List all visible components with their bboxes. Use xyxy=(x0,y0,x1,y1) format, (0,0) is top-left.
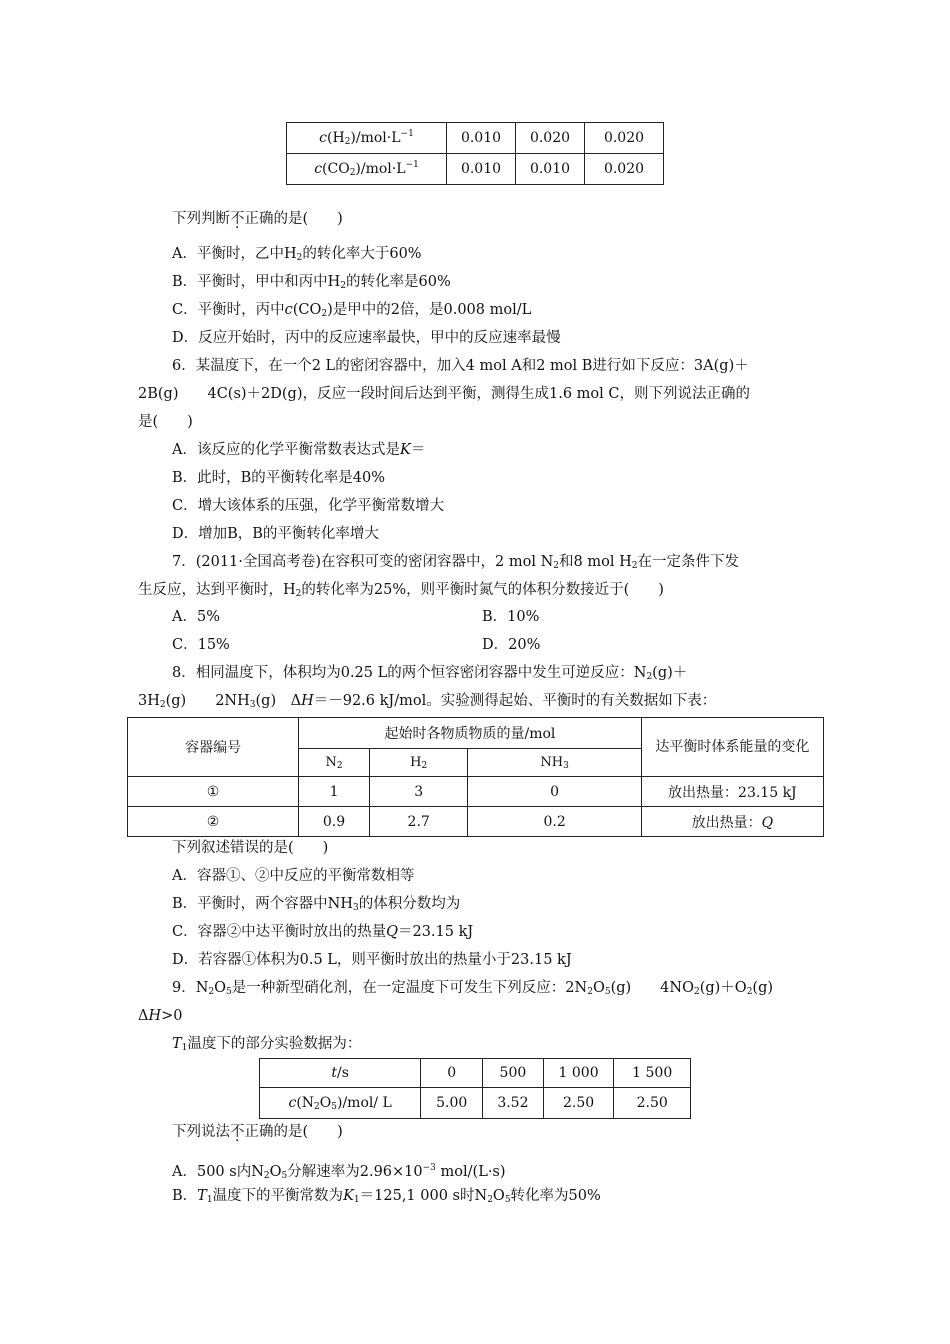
table-row xyxy=(128,777,824,807)
q6-stem-line3: 是( ) xyxy=(138,414,193,430)
table-cell: 0.020 xyxy=(585,123,664,154)
table-cell: 0.010 xyxy=(516,154,585,185)
q9-stem-line2: ΔH>0 xyxy=(138,1008,183,1024)
table-cell: 3 xyxy=(369,777,468,807)
q8-stem-line1: 8．相同温度下，体积均为0.25 L的两个恒容密闭容器中发生可逆反应：$N_2(g)+$ xyxy=(172,665,688,682)
q8-stem-line2: $3H_2(g)$ $2NH_3(g)$ ΔH＝－92.6 kJ/mol。实验测得起始、平衡时的有关数据如下表： xyxy=(138,693,717,710)
table-row xyxy=(260,1059,691,1088)
table-row xyxy=(287,154,664,185)
q5-stem: 下列判断不正确的是( ) xyxy=(172,211,343,227)
table-cell: 0.020 xyxy=(585,154,664,185)
table-cell: 0.010 xyxy=(447,123,516,154)
table-cell: 3.52 xyxy=(483,1088,544,1119)
table-cell: 0 xyxy=(421,1059,483,1088)
q5-option-c: C．平衡时，丙中$c(CO_2)$是甲中的2倍，是0.008 mol/L xyxy=(172,302,532,319)
container-id: ① xyxy=(128,777,299,807)
q6-option-c: C．增大该体系的压强，化学平衡常数增大 xyxy=(172,498,445,514)
table-cell: 2.50 xyxy=(614,1088,691,1119)
table-cell: 1 000 xyxy=(543,1059,614,1088)
table-cell: 0.010 xyxy=(447,154,516,185)
q8-data-table xyxy=(127,717,824,837)
table-cell: 2.7 xyxy=(369,807,468,837)
container-id: ② xyxy=(128,807,299,837)
q7-option-c: C．15% xyxy=(172,637,230,653)
q7-option-a: A．5% xyxy=(172,609,220,625)
row-label: $c(H_2)/mol\cdot L^{-1}$ xyxy=(287,123,447,154)
q7-option-d: D．20% xyxy=(482,637,541,653)
q5-option-a: A．平衡时，乙中$H_2$的转化率大于60% xyxy=(172,246,422,263)
energy-header: 达平衡时体系能量的变化 xyxy=(641,718,823,777)
time-header: t/s xyxy=(260,1059,421,1088)
q9-option-a: A．500 s内$N_2O_5$分解速率为$2.96\times 10^{-3}$ mol/(L·s) xyxy=(172,1163,506,1181)
table-row xyxy=(128,807,824,837)
table-cell: 0.020 xyxy=(516,123,585,154)
n2-header: $N_2$ xyxy=(299,749,370,777)
q6-option-a: A．该反应的化学平衡常数表达式是K＝ xyxy=(172,442,426,458)
q9-option-b: B．$T_1$温度下的平衡常数为$K_1=125,1$ 000 s时$N_2O_5$转化率为50% xyxy=(172,1188,601,1205)
q8-option-b: B．平衡时，两个容器中$NH_3$的体积分数均为 xyxy=(172,896,461,913)
q7-stem-line2: 生反应，达到平衡时，$H_2$的转化率为25%，则平衡时氮气的体积分数接近于( ) xyxy=(138,582,664,599)
q8-option-a: A．容器①、②中反应的平衡常数相等 xyxy=(172,868,415,884)
table-row xyxy=(260,1088,691,1119)
table-cell: 1 xyxy=(299,777,370,807)
table-cell: 0.2 xyxy=(468,807,641,837)
h2-header: $H_2$ xyxy=(369,749,468,777)
container-header: 容器编号 xyxy=(128,718,299,777)
table-row xyxy=(287,123,664,154)
energy-cell: 放出热量：23.15 kJ xyxy=(641,777,823,807)
energy-cell: 放出热量：Q xyxy=(641,807,823,837)
q5-option-d: D．反应开始时，丙中的反应速率最快，甲中的反应速率最慢 xyxy=(172,330,561,346)
table-cell: 5.00 xyxy=(421,1088,483,1119)
row-label: $c(CO_2)/mol\cdot L^{-1}$ xyxy=(287,154,447,185)
q5-option-b: B．平衡时，甲中和丙中$H_2$的转化率是60% xyxy=(172,274,451,291)
q8-option-c: C．容器②中达平衡时放出的热量Q＝23.15 kJ xyxy=(172,924,474,940)
start-amount-header: 起始时各物质物质的量/mol xyxy=(299,718,642,749)
table-cell: 2.50 xyxy=(543,1088,614,1119)
concentration-table xyxy=(286,122,664,185)
table-cell: 0.9 xyxy=(299,807,370,837)
q6-option-b: B．此时，B的平衡转化率是40% xyxy=(172,470,386,486)
q8-stem: 下列叙述错误的是( ) xyxy=(172,840,329,856)
q9-stem: 下列说法不正确的是( ) xyxy=(172,1124,343,1140)
q6-option-d: D．增加B，B的平衡转化率增大 xyxy=(172,526,379,542)
q9-stem-line1: 9．$N_2O_5$是一种新型硝化剂，在一定温度下可发生下列反应：$2N_2O_5(g)$ $4NO_2(g)+O_2(g)$ xyxy=(172,980,774,997)
q6-stem-line1: 6．某温度下，在一个2 L的密闭容器中，加入4 mol A和2 mol B进行如下反应：3A(g)＋ xyxy=(172,358,749,374)
concentration-header: $c(N_2O_5)/mol/$ L xyxy=(260,1088,421,1119)
q9-data-table xyxy=(259,1058,691,1119)
table-cell: 1 500 xyxy=(614,1059,691,1088)
table-cell: 500 xyxy=(483,1059,544,1088)
q7-stem-line1: 7．(2011·全国高考卷)在容积可变的密闭容器中，2 mol $N_2$和8 mol $H_2$在一定条件下发 xyxy=(172,554,739,571)
table-header-row xyxy=(128,718,824,749)
nh3-header: $NH_3$ xyxy=(468,749,641,777)
table-cell: 0 xyxy=(468,777,641,807)
q7-option-b: B．10% xyxy=(482,609,540,625)
q6-stem-line2: 2B(g) 4C(s)＋2D(g)，反应一段时间后达到平衡，测得生成1.6 mol C，则下列说法正确的 xyxy=(138,386,750,402)
q8-option-d: D．若容器①体积为0.5 L，则平衡时放出的热量小于23.15 kJ xyxy=(172,952,572,968)
q9-stem-line3: $T_1$温度下的部分实验数据为： xyxy=(172,1036,362,1053)
